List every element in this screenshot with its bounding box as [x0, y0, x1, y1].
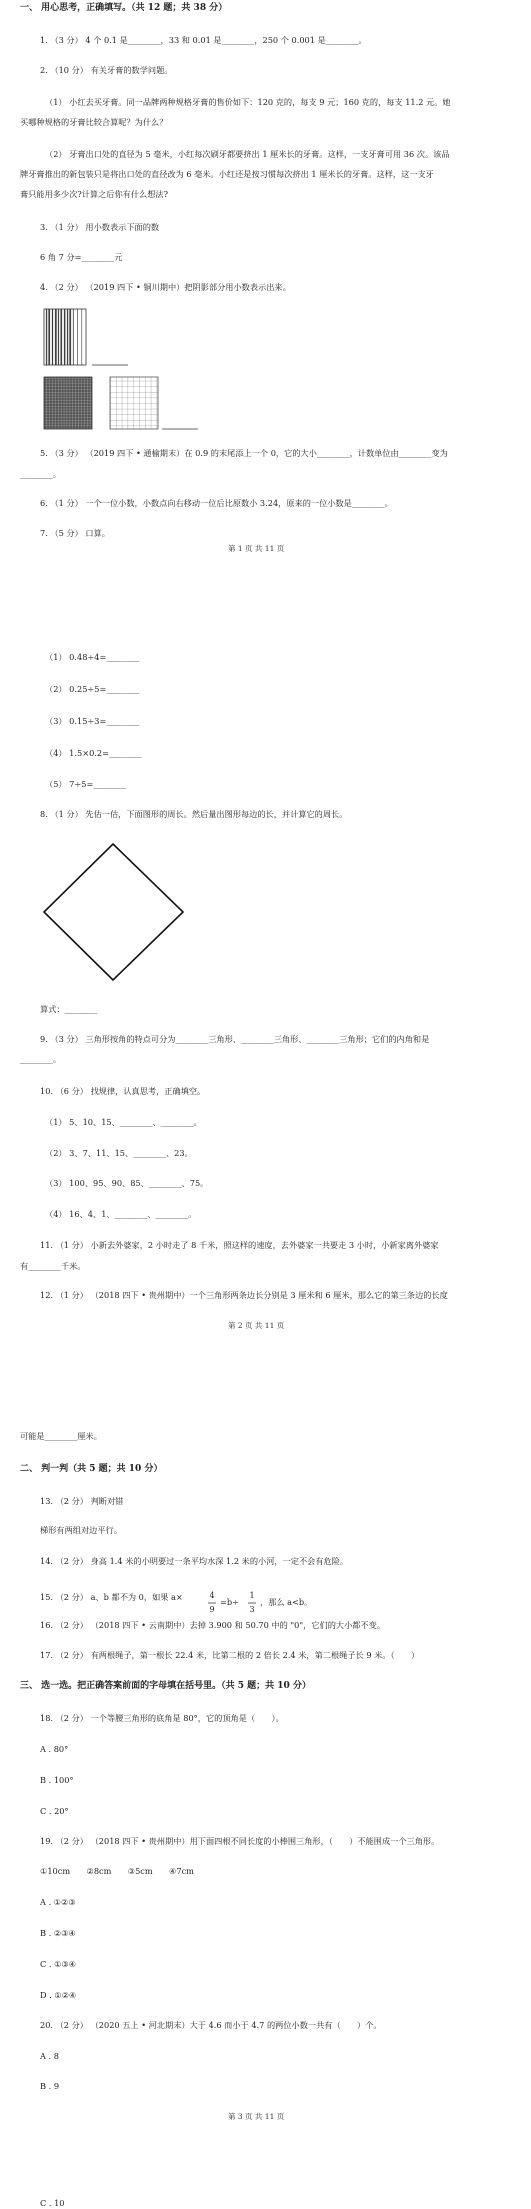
question-5: 5. （3 分） （2019 四下 • 通榆期末）在 0.9 的末尾添上一个 0，它的大小________，计数单位由________变为	[40, 448, 448, 458]
question-7: 7. （5 分） 口算。	[40, 528, 110, 538]
decimal-figure-grid-empty	[110, 377, 198, 429]
question-7-2: （2） 0.25÷5=________	[45, 684, 140, 694]
question-9: 9. （3 分） 三角形按角的特点可分为________三角形、________三角形、________三角形；它们的内角和是	[40, 1034, 430, 1044]
question-18-option-b: B . 100°	[40, 1775, 74, 1785]
question-11-cont: 有________千米。	[20, 1261, 86, 1271]
section-heading-2: 二、 判一判（共 5 题；共 10 分）	[20, 1464, 163, 1474]
page-footer-3: 第 3 页 共 11 页	[228, 2112, 285, 2121]
question-13-statement: 梯形有两组对边平行。	[40, 1525, 122, 1535]
fraction1-numerator: 4	[209, 1591, 215, 1600]
section-heading-1: 一、 用心思考，正确填写。（共 12 题；共 38 分）	[20, 3, 228, 13]
question-19-option-c: C . ①③④	[40, 1959, 77, 1969]
question-15-mid: =b÷	[220, 1597, 239, 1607]
question-2-part-2-cont: 牌牙膏推出的新包装只是将出口处的直径改为 6 毫米。小红还是按习惯每次挤出 1 厘米长的牙膏。这样，这一支牙	[20, 169, 434, 179]
question-13: 13. （2 分） 判断对错	[40, 1496, 124, 1506]
question-17: 17. （2 分） 有两根绳子，第一根长 22.4 米，比第二根的 2 倍长 2.4 米，第二根绳子长 9 米。（ ）	[40, 1650, 420, 1660]
question-2-part-1-cont: 买哪种规格的牙膏比较合算呢？为什么？	[20, 117, 168, 127]
page-footer-1: 第 1 页 共 11 页	[228, 544, 285, 553]
question-7-5: （5） 7÷5=________	[45, 779, 127, 789]
question-2-part-2: （2） 牙膏出口处的直径为 5 毫米，小红每次刷牙都要挤出 1 厘米长的牙膏。这样，一支牙膏可用 36 次。该品	[45, 149, 450, 159]
question-16: 16. （2 分） （2018 四下 • 云南期中）去掉 3.900 和 50.70 中的 "0"，它们的大小都不变。	[40, 1620, 386, 1630]
question-3-blank: 6 角 7 分=________元	[40, 252, 123, 262]
page-footer-2: 第 2 页 共 11 页	[228, 1321, 285, 1330]
question-15: 15. （2 分） a、b 都不为 0，如果 a×	[40, 1592, 183, 1602]
question-7-4: （4） 1.5×0.2=________	[45, 748, 142, 758]
question-18-option-c: C . 20°	[40, 1806, 69, 1816]
question-18: 18. （2 分） 一个等腰三角形的底角是 80°，它的顶角是（ ）。	[40, 1713, 284, 1723]
question-10-3: （3） 100、95、90、85、________、75。	[45, 1178, 209, 1188]
question-12-cont: 可能是________厘米。	[20, 1431, 102, 1441]
question-6: 6. （1 分） 一个一位小数，小数点向右移动一位后比原数小 3.24，原来的一位小数是________。	[40, 498, 393, 508]
question-14: 14. （2 分） 身高 1.4 米的小明要过一条平均水深 1.2 米的小河，一定不会有危险。	[40, 1556, 349, 1566]
question-4: 4. （2 分） （2019 四下 • 铜川期中）把阴影部分用小数表示出来。	[40, 282, 291, 292]
question-11: 11. （1 分） 小新去外婆家，2 小时走了 8 千米，照这样的速度，去外婆家一共要走 3 小时，小新家离外婆家	[40, 1240, 439, 1250]
question-19-option-b: B . ②③④	[40, 1928, 76, 1938]
question-8: 8. （1 分） 先估一估，下面图形的周长。然后量出图形每边的长，并计算它的周长。	[40, 809, 348, 819]
question-10-2: （2） 3、7、11、15、________、23。	[45, 1148, 193, 1158]
question-8-formula: 算式：________	[40, 1004, 98, 1014]
section-heading-3: 三、 选一选。把正确答案前面的字母填在括号里。（共 5 题；共 10 分）	[20, 1681, 311, 1691]
question-20: 20. （2 分） （2020 五上 • 河北期末）大于 4.6 而小于 4.7 的两位小数一共有（ ）个。	[40, 2020, 382, 2030]
fraction2-numerator: 1	[249, 1591, 255, 1600]
question-12: 12. （1 分） （2018 四下 • 贵州期中）一个三角形两条边长分别是 3 厘米和 6 厘米，那么它的第三条边的长度	[40, 1290, 448, 1300]
question-3: 3. （1 分） 用小数表示下面的数	[40, 222, 160, 232]
question-15-end: ，那么 a<b。	[260, 1597, 313, 1607]
question-20-option-a: A . 8	[40, 2051, 59, 2061]
decimal-figure-grid-full	[44, 377, 92, 429]
question-19-sticks: ①10cm ②8cm ③5cm ④7cm	[40, 1866, 194, 1876]
question-2: 2. （10 分） 有关牙膏的数学问题。	[40, 65, 173, 75]
question-7-1: （1） 0.48÷4=________	[45, 652, 140, 662]
question-20-option-b: B . 9	[40, 2081, 60, 2091]
decimal-figure-strips	[44, 309, 128, 365]
question-19: 19. （2 分） （2018 四下 • 贵州期中）用下面四根不同长度的小棒围三角形，（ ）不能围成一个三角形。	[40, 1836, 440, 1846]
question-19-option-d: D . ①②④	[40, 1990, 77, 2000]
question-7-3: （3） 0.15÷3=________	[45, 716, 140, 726]
fraction2-denominator: 3	[249, 1605, 255, 1614]
question-20-option-c: C . 10	[40, 2198, 65, 2208]
question-19-option-a: A . ①②③	[40, 1897, 76, 1907]
question-10-1: （1） 5、10、15、________、________。	[45, 1117, 202, 1127]
question-2-part-2-cont2: 膏只能用多少次?计算之后你有什么想法?	[20, 189, 168, 199]
question-5-cont: ________。	[20, 469, 61, 479]
question-2-part-1: （1） 小红去买牙膏。同一品牌两种规格牙膏的售价如下：120 克的，每支 9 元；160 克的，每支 11.2 元。她	[45, 97, 451, 107]
question-9-cont: ________。	[20, 1054, 61, 1064]
question-1: 1. （3 分） 4 个 0.1 是________，33 和 0.01 是________，250 个 0.001 是________。	[40, 35, 367, 45]
question-10: 10. （6 分） 找规律，认真思考，正确填空。	[40, 1086, 206, 1096]
question-10-4: （4） 16、4、1、________、________。	[45, 1209, 197, 1219]
fraction1-denominator: 9	[209, 1605, 215, 1614]
question-18-option-a: A . 80°	[40, 1744, 69, 1754]
square-shape	[44, 844, 183, 980]
